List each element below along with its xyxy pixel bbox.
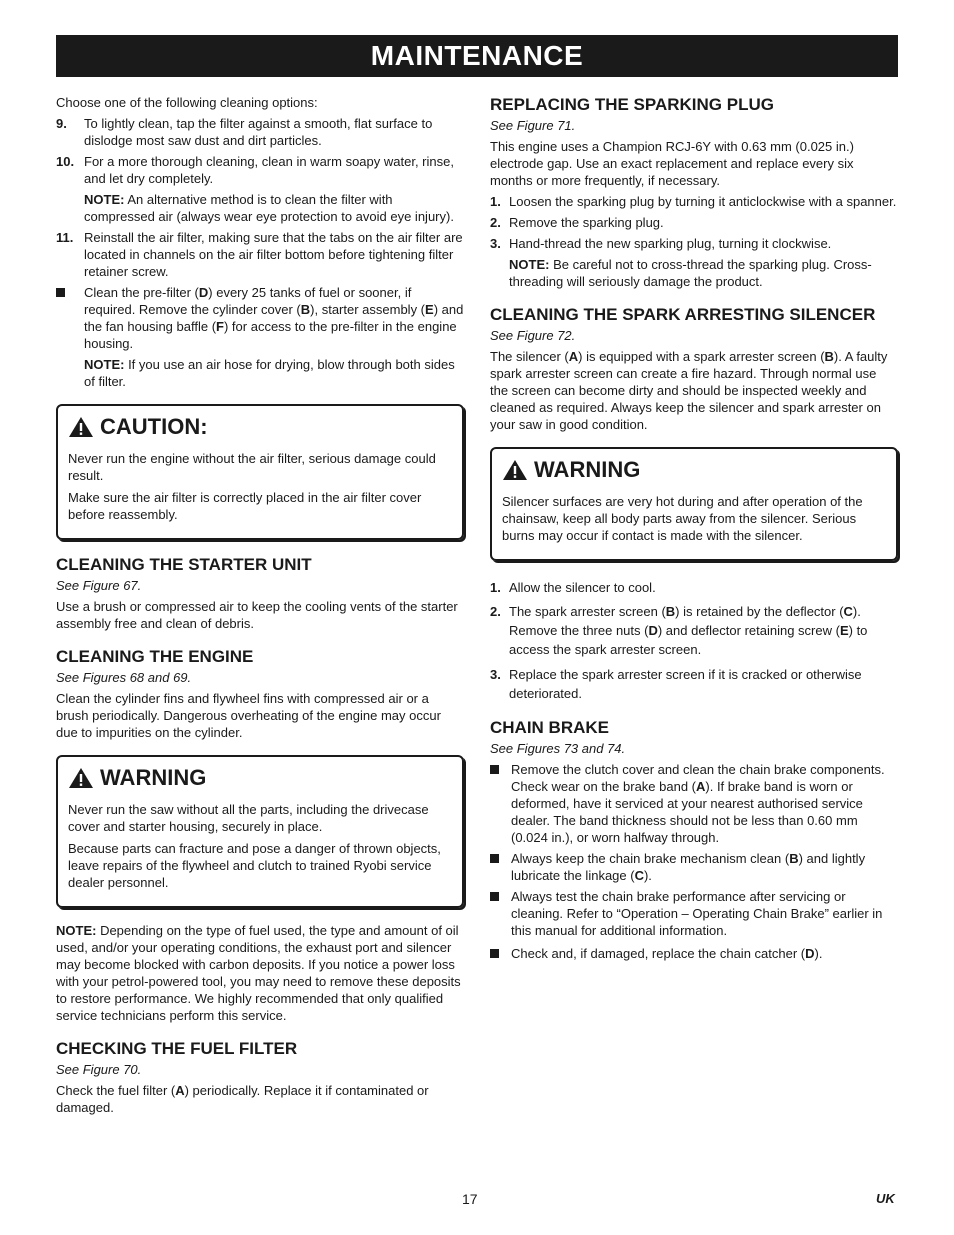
note-text: Depending on the type of fuel used, the type and amount of oil used, and/or your operating conditions, the exhaust port and silencer may become blocked with carbon deposits. If you notice a power loss with your petrol-powered tool, you may need to remove these deposits to restore performance. We highly recommended that only qualified service technicians perform this service. [56,923,461,1023]
bullet-square-icon [56,284,84,352]
note [56,191,464,225]
list-item [56,229,464,280]
page-number: 17 [462,1191,478,1207]
note [56,922,464,1024]
item-text: Loosen the sparking plug by turning it anticlockwise with a spanner. [509,194,897,209]
bullet-square-icon [490,945,511,962]
paragraph: Check the fuel filter (A) periodically. Replace it if contaminated or damaged. [56,1083,429,1115]
list-item [490,665,898,703]
note-label: NOTE: [56,923,97,938]
item-text: The spark arrester screen (B) is retained by the deflector (C). Remove the three nuts (D) and deflector retaining screw (E) to access the spark arrester screen. [509,604,868,657]
item-text: Replace the spark arrester screen if it is cracked or otherwise deteriorated. [509,667,862,701]
list-item [490,761,898,846]
list-item [490,214,898,231]
figure-reference: See Figure 72. [490,328,576,343]
warning-title: WARNING [502,457,886,483]
item-text: Hand-thread the new sparking plug, turning it clockwise. [509,236,832,251]
section-heading: CLEANING THE SPARK ARRESTING SILENCER [490,305,876,324]
paragraph: This engine uses a Champion RCJ-6Y with 0.63 mm (0.025 in.) electrode gap. Use an exact replacement and replace every six months or more frequently, if necessary. [490,139,854,188]
warning-triangle-icon [502,459,528,481]
note-text: If you use an air hose for drying, blow through both sides of filter. [84,357,455,389]
paragraph: The silencer (A) is equipped with a spark arrester screen (B). A faulty spark arrester screen can create a fire hazard. Through normal use the screen can become dirty and should be inspected weekly and cleaned as required. Always keep the silencer and spark arrester on your saw in good condition. [490,349,888,432]
caution-text: Never run the engine without the air filter, serious damage could result. [68,451,436,483]
left-column [56,94,464,1120]
bullet-square-icon [490,888,511,939]
right-column [490,94,898,966]
warning-text: Because parts can fracture and pose a danger of thrown objects, leave repairs of the flywheel and clutch to trained Ryobi service dealer personnel. [68,841,441,890]
intro-text: Choose one of the following cleaning options: [56,95,318,110]
section-heading: CLEANING THE STARTER UNIT [56,555,312,574]
item-text: Always test the chain brake performance after servicing or cleaning. Refer to “Operation – Operating Chain Brake” earlier in this manual for additional information. [511,889,883,938]
item-number: 1. [490,194,501,209]
list-item [490,602,898,659]
figure-reference: See Figure 67. [56,578,142,593]
item-text: Reinstall the air filter, making sure that the tabs on the air filter are located in channels on the air filter bottom before tightening filter retainer screw. [84,230,463,279]
bullet-square-icon [490,761,511,846]
list-item [56,153,464,187]
paragraph: Clean the cylinder fins and flywheel fins with compressed air or a brush periodically. Dangerous overheating of the engine may occur due to impurities on the cylinder. [56,691,441,740]
item-number: 10. [56,154,75,169]
warning-box [56,755,464,908]
item-text: Check and, if damaged, replace the chain catcher (D). [511,946,823,961]
item-text: To lightly clean, tap the filter against a smooth, flat surface to dislodge most saw dust and dirt particles. [84,116,433,148]
item-number: 1. [490,580,501,595]
warning-title: WARNING [68,765,452,791]
item-text: Remove the sparking plug. [509,215,664,230]
item-number: 9. [56,116,67,131]
note [56,356,464,390]
item-number: 3. [490,667,501,682]
caution-text: Make sure the air filter is correctly placed in the air filter cover before reassembly. [68,490,422,522]
figure-reference: See Figures 73 and 74. [490,741,626,756]
item-number: 2. [490,604,501,619]
list-item [490,193,898,210]
note-text: An alternative method is to clean the filter with compressed air (always wear eye protection to avoid eye injury). [84,192,454,224]
bullet-square-icon [490,850,511,884]
figure-reference: See Figures 68 and 69. [56,670,192,685]
item-number: 2. [490,215,501,230]
item-text: Clean the pre-filter (D) every 25 tanks of fuel or sooner, if required. Remove the cylinder cover (B), starter assembly (E) and the fan housing baffle (F) for access to the pre-filter in the engine housing. [84,285,464,351]
paragraph: Use a brush or compressed air to keep the cooling vents of the starter assembly free and clean of debris. [56,599,458,631]
caution-box [56,404,464,540]
figure-reference: See Figure 70. [56,1062,142,1077]
warning-text: Silencer surfaces are very hot during and after operation of the chainsaw, keep all body parts away from the silencer. Serious burns may occur if contact is made with the silencer. [502,494,863,543]
section-heading: CLEANING THE ENGINE [56,647,254,666]
note-label: NOTE: [84,192,125,207]
item-text: Remove the clutch cover and clean the chain brake components. Check wear on the brake band (A). If brake band is worn or deformed, have it serviced at your nearest authorised service dealer. The band thickness should not be less than 0.60 mm (0.024 in.), or worn halfway through. [511,762,885,845]
item-text: Always keep the chain brake mechanism clean (B) and lightly lubricate the linkage (C). [511,851,866,883]
section-heading: CHECKING THE FUEL FILTER [56,1039,298,1058]
list-item [56,284,464,352]
warning-triangle-icon [68,416,94,438]
item-text: Allow the silencer to cool. [509,580,656,595]
caution-title: CAUTION: [68,414,452,440]
warning-text: Never run the saw without all the parts, including the drivecase cover and starter housing, securely in place. [68,802,429,834]
note-text: Be careful not to cross-thread the sparking plug. Cross-threading will seriously damage the product. [509,257,872,289]
item-number: 11. [56,230,74,245]
region-label: UK [876,1191,895,1206]
list-item [56,115,464,149]
section-heading: CHAIN BRAKE [490,718,609,737]
item-text: For a more thorough cleaning, clean in warm soapy water, rinse, and let dry completely. [84,154,454,186]
page-title: MAINTENANCE [56,35,898,77]
list-item [490,579,898,596]
warning-box [490,447,898,561]
list-item [490,945,898,962]
list-item [490,850,898,884]
figure-reference: See Figure 71. [490,118,576,133]
section-heading: REPLACING THE SPARKING PLUG [490,95,774,114]
note-label: NOTE: [509,257,550,272]
warning-triangle-icon [68,767,94,789]
note-label: NOTE: [84,357,125,372]
item-number: 3. [490,236,501,251]
list-item [490,888,898,939]
note [490,256,898,290]
list-item [490,235,898,252]
